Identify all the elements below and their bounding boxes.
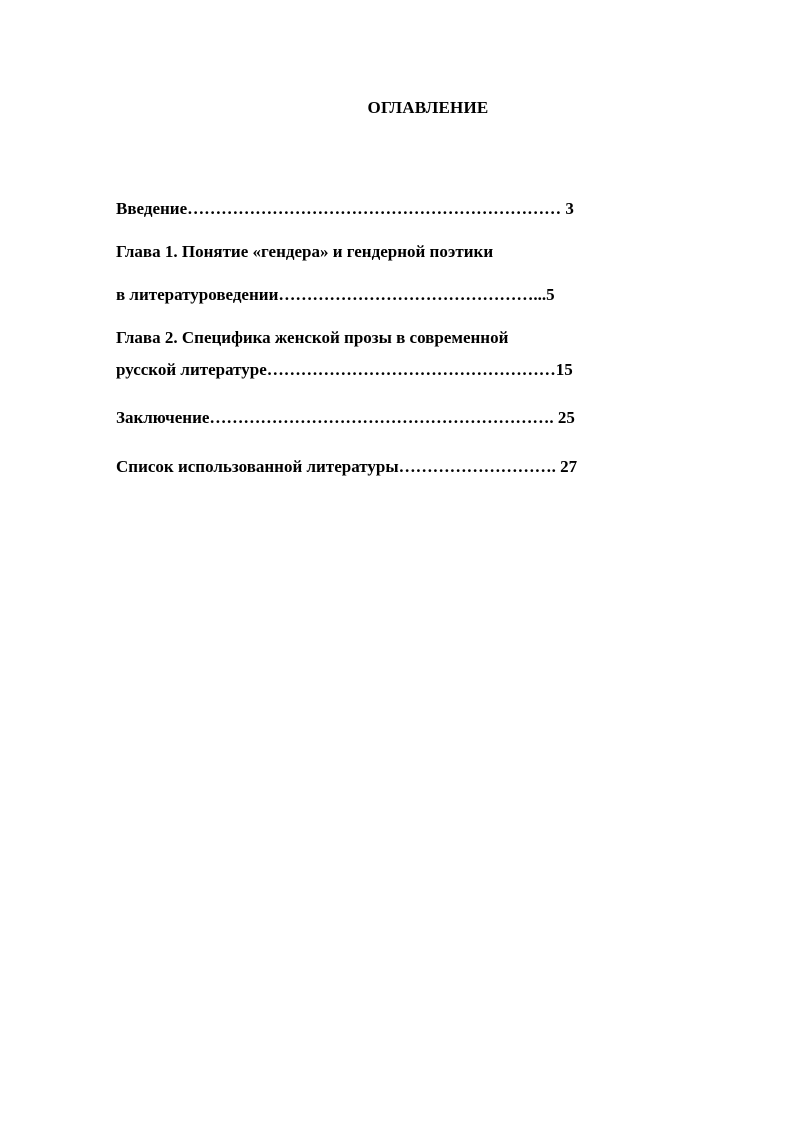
toc-entry-chapter-2-line-1: Глава 2. Специфика женской прозы в современной: [116, 328, 509, 347]
toc-entry-chapter-2-line-2: русской литературе……………………………………………15: [116, 360, 573, 379]
page-title: ОГЛАВЛЕНИЕ: [367, 98, 489, 117]
toc-entry-conclusion: Заключение……………………………………………………. 25: [116, 408, 575, 427]
toc-entry-chapter-1-line-1: Глава 1. Понятие «гендера» и гендерной поэтики: [116, 242, 494, 261]
toc-entry-chapter-1-line-2: в литературоведении………………………………………...5: [116, 285, 555, 304]
toc-entry-bibliography: Список использованной литературы………………………. 27: [116, 457, 578, 476]
toc-entry-introduction: Введение………………………………………………………… 3: [116, 199, 574, 218]
